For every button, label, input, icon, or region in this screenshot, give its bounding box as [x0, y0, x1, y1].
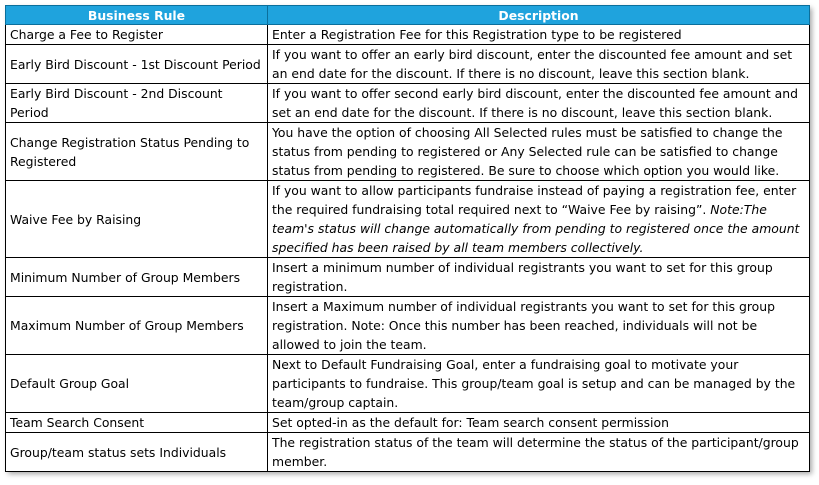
description-cell: If you want to offer second early bird discount, enter the discounted fee amount and set an end date for the discount. If there is no discount, leave this section blank. [268, 84, 810, 123]
description-text: If you want to allow participants fundraise instead of paying a registration fee, enter the required fundraising total required next to “Waive Fee by raising”. [272, 183, 797, 217]
rule-cell: Minimum Number of Group Members [6, 258, 268, 297]
description-cell: Insert a Maximum number of individual registrants you want to set for this group registration. Note: Once this number has been reached, individuals will not be allowed to join the team. [268, 297, 810, 355]
table-row [6, 413, 810, 433]
table-row [6, 45, 810, 84]
description-cell: The registration status of the team will determine the status of the participant/group member. [268, 433, 810, 472]
header-row [6, 6, 810, 25]
business-rules-table [5, 5, 810, 472]
table-row [6, 297, 810, 355]
description-cell: Set opted-in as the default for: Team search consent permission [268, 413, 810, 433]
description-note: Note:The team's status will change automatically from pending to registered once the amount specified has been raised by all team members collectively. [272, 202, 800, 255]
rule-cell: Change Registration Status Pending to Registered [6, 123, 268, 181]
table-row [6, 25, 810, 45]
table-row [6, 433, 810, 472]
table-row [6, 181, 810, 258]
table-row [6, 84, 810, 123]
rule-cell: Early Bird Discount - 2nd Discount Period [6, 84, 268, 123]
description-cell: Enter a Registration Fee for this Registration type to be registered [268, 25, 810, 45]
rule-cell: Default Group Goal [6, 355, 268, 413]
table-row [6, 123, 810, 181]
description-cell: Insert a minimum number of individual registrants you want to set for this group registration. [268, 258, 810, 297]
description-cell: If you want to offer an early bird discount, enter the discounted fee amount and set an end date for the discount. If there is no discount, leave this section blank. [268, 45, 810, 84]
rule-cell: Group/team status sets Individuals [6, 433, 268, 472]
rule-cell: Team Search Consent [6, 413, 268, 433]
table-row [6, 355, 810, 413]
rule-cell: Maximum Number of Group Members [6, 297, 268, 355]
table-row [6, 258, 810, 297]
description-cell [268, 181, 810, 258]
rule-cell: Waive Fee by Raising [6, 181, 268, 258]
header-business-rule: Business Rule [6, 6, 268, 25]
rule-cell: Charge a Fee to Register [6, 25, 268, 45]
description-cell: You have the option of choosing All Selected rules must be satisfied to change the status from pending to registered or Any Selected rule can be satisfied to change status from pending to registered. Be sure to choose which option you would like. [268, 123, 810, 181]
business-rules-table-frame [5, 5, 809, 471]
description-cell: Next to Default Fundraising Goal, enter a fundraising goal to motivate your participants to fundraise. This group/team goal is setup and can be managed by the team/group captain. [268, 355, 810, 413]
header-description: Description [268, 6, 810, 25]
rule-cell: Early Bird Discount - 1st Discount Period [6, 45, 268, 84]
